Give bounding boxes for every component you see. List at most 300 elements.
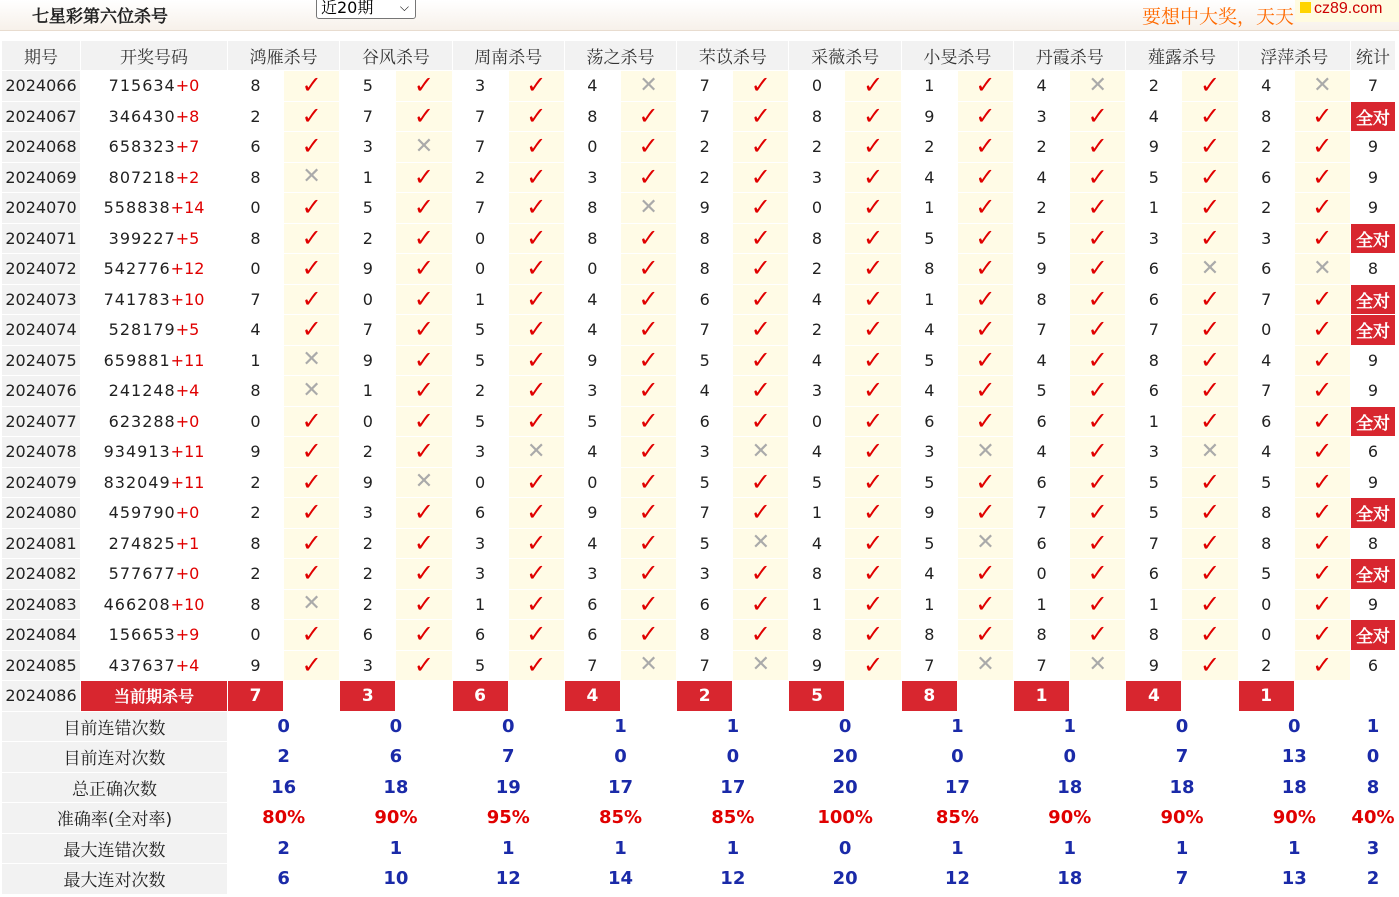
check-icon: ✓ bbox=[863, 71, 884, 100]
period-cell: 2024069 bbox=[2, 162, 81, 193]
summary-value: 1 bbox=[340, 833, 452, 864]
kill-number: 8 bbox=[901, 620, 957, 651]
summary-value: 10 bbox=[340, 864, 452, 895]
kill-number: 5 bbox=[1014, 223, 1070, 254]
check-icon: ✓ bbox=[1087, 132, 1108, 161]
summary-value: 16 bbox=[228, 772, 340, 803]
check-icon: ✓ bbox=[1087, 345, 1108, 374]
kill-result bbox=[845, 559, 901, 590]
check-icon: ✓ bbox=[1199, 101, 1221, 130]
check-icon: ✓ bbox=[750, 101, 771, 130]
kill-result bbox=[396, 315, 452, 346]
kill-number: 0 bbox=[564, 254, 620, 285]
check-icon: ✓ bbox=[638, 437, 659, 466]
top-bar bbox=[0, 0, 1399, 31]
kill-number: 9 bbox=[564, 498, 620, 529]
kill-result bbox=[733, 498, 789, 529]
table-row bbox=[2, 71, 1396, 102]
period-cell: 2024067 bbox=[2, 101, 81, 132]
kill-number: 7 bbox=[677, 71, 733, 102]
kill-number: 1 bbox=[901, 71, 957, 102]
kill-number: 6 bbox=[452, 620, 508, 651]
kill-number: 3 bbox=[677, 437, 733, 468]
kill-number: 6 bbox=[677, 589, 733, 620]
check-icon: ✓ bbox=[413, 254, 434, 283]
summary-value: 18 bbox=[1238, 772, 1350, 803]
kill-result bbox=[1070, 193, 1126, 224]
kill-result bbox=[845, 315, 901, 346]
check-icon: ✓ bbox=[638, 315, 659, 344]
kill-result bbox=[1182, 193, 1238, 224]
kill-number: 8 bbox=[1014, 620, 1070, 651]
column-header: 浮萍杀号 bbox=[1238, 41, 1350, 71]
kill-number: 0 bbox=[1238, 315, 1294, 346]
table-row bbox=[2, 101, 1396, 132]
kill-result bbox=[620, 650, 676, 681]
kill-number: 0 bbox=[452, 223, 508, 254]
summary-value: 8 bbox=[1350, 772, 1395, 803]
summary-label: 目前连对次数 bbox=[2, 742, 228, 773]
draw-result-cell bbox=[81, 376, 228, 407]
draw-digits: 274825 bbox=[108, 533, 176, 553]
kill-number: 7 bbox=[677, 498, 733, 529]
kill-result bbox=[1182, 284, 1238, 315]
kill-number: 9 bbox=[1126, 132, 1182, 163]
kill-result bbox=[508, 406, 564, 437]
draw-sum: +2 bbox=[175, 167, 200, 187]
period-cell: 2024072 bbox=[2, 254, 81, 285]
check-icon: ✓ bbox=[750, 467, 771, 496]
cross-icon: ✕ bbox=[302, 591, 321, 617]
check-icon: ✓ bbox=[975, 498, 996, 527]
check-icon: ✓ bbox=[863, 589, 884, 618]
summary-value: 0 bbox=[340, 711, 452, 742]
kill-result bbox=[845, 376, 901, 407]
check-icon: ✓ bbox=[413, 620, 434, 649]
kill-result bbox=[733, 254, 789, 285]
kill-result bbox=[845, 284, 901, 315]
kill-result bbox=[396, 437, 452, 468]
current-kill-number: 2 bbox=[677, 681, 733, 712]
period-cell: 2024077 bbox=[2, 406, 81, 437]
check-icon: ✓ bbox=[1312, 132, 1333, 161]
kill-result bbox=[845, 162, 901, 193]
kill-number: 3 bbox=[452, 528, 508, 559]
check-icon: ✓ bbox=[975, 132, 996, 161]
kill-result bbox=[845, 132, 901, 163]
check-icon: ✓ bbox=[975, 620, 996, 649]
kill-number: 6 bbox=[1238, 162, 1294, 193]
site-logo[interactable] bbox=[1295, 0, 1399, 22]
kill-result bbox=[396, 498, 452, 529]
kill-result bbox=[845, 620, 901, 651]
kill-result bbox=[508, 315, 564, 346]
kill-number: 3 bbox=[340, 132, 396, 163]
kill-result bbox=[733, 437, 789, 468]
check-icon: ✓ bbox=[863, 254, 884, 283]
check-icon: ✓ bbox=[1087, 223, 1108, 252]
kill-result bbox=[733, 589, 789, 620]
period-select-value: 近20期 bbox=[321, 0, 374, 17]
stat-cell: 9 bbox=[1350, 589, 1395, 620]
kill-number: 6 bbox=[1126, 254, 1182, 285]
check-icon: ✓ bbox=[413, 345, 434, 374]
check-icon: ✓ bbox=[1312, 284, 1333, 313]
kill-number: 2 bbox=[452, 162, 508, 193]
kill-number: 8 bbox=[1126, 620, 1182, 651]
period-cell: 2024078 bbox=[2, 437, 81, 468]
check-icon: ✓ bbox=[526, 650, 547, 679]
period-select[interactable] bbox=[316, 0, 416, 19]
kill-result bbox=[957, 132, 1013, 163]
kill-result bbox=[284, 101, 340, 132]
kill-result bbox=[620, 254, 676, 285]
draw-result-cell bbox=[81, 71, 228, 102]
summary-value: 6 bbox=[340, 742, 452, 773]
kill-result bbox=[845, 193, 901, 224]
draw-result-cell bbox=[81, 193, 228, 224]
current-kill-number: 6 bbox=[452, 681, 508, 712]
kill-result bbox=[957, 467, 1013, 498]
kill-result bbox=[396, 376, 452, 407]
summary-value: 1 bbox=[1238, 833, 1350, 864]
stat-cell: 9 bbox=[1350, 467, 1395, 498]
check-icon: ✓ bbox=[638, 498, 659, 527]
stat-cell: 全对 bbox=[1350, 620, 1395, 651]
check-icon: ✓ bbox=[526, 620, 547, 649]
kill-result bbox=[1070, 101, 1126, 132]
kill-result bbox=[1182, 101, 1238, 132]
check-icon: ✓ bbox=[1087, 437, 1108, 466]
kill-number: 9 bbox=[228, 650, 284, 681]
summary-value: 1 bbox=[1014, 711, 1126, 742]
kill-number: 4 bbox=[1014, 437, 1070, 468]
empty-cell bbox=[284, 681, 340, 712]
check-icon: ✓ bbox=[301, 650, 322, 679]
check-icon: ✓ bbox=[301, 467, 322, 496]
check-icon: ✓ bbox=[1312, 101, 1333, 130]
draw-digits: 623288 bbox=[108, 411, 176, 431]
kill-result bbox=[957, 223, 1013, 254]
check-icon: ✓ bbox=[750, 589, 771, 618]
draw-digits: 542776 bbox=[103, 259, 171, 279]
kill-number: 7 bbox=[677, 315, 733, 346]
kill-number: 4 bbox=[789, 437, 845, 468]
kill-result bbox=[1070, 223, 1126, 254]
kill-result bbox=[957, 437, 1013, 468]
kill-number: 4 bbox=[1238, 437, 1294, 468]
kill-number: 6 bbox=[1238, 406, 1294, 437]
table-row bbox=[2, 376, 1396, 407]
kill-number: 2 bbox=[228, 559, 284, 590]
kill-result bbox=[620, 132, 676, 163]
draw-digits: 346430 bbox=[108, 106, 176, 126]
cross-icon: ✕ bbox=[414, 469, 434, 495]
kill-result bbox=[284, 498, 340, 529]
kill-number: 3 bbox=[1014, 101, 1070, 132]
kill-number: 1 bbox=[340, 162, 396, 193]
kill-number: 4 bbox=[1238, 345, 1294, 376]
stat-cell: 7 bbox=[1350, 71, 1395, 102]
check-icon: ✓ bbox=[1199, 467, 1221, 496]
check-icon: ✓ bbox=[413, 498, 434, 527]
summary-value: 7 bbox=[1126, 864, 1238, 895]
kill-number: 0 bbox=[1014, 559, 1070, 590]
draw-digits: 241248 bbox=[108, 381, 176, 401]
check-icon: ✓ bbox=[750, 223, 771, 252]
kill-result bbox=[1182, 650, 1238, 681]
kill-number: 0 bbox=[228, 406, 284, 437]
kill-number: 5 bbox=[1126, 467, 1182, 498]
kill-result bbox=[284, 284, 340, 315]
check-icon: ✓ bbox=[975, 193, 996, 222]
kill-number: 4 bbox=[564, 437, 620, 468]
kill-result bbox=[620, 223, 676, 254]
cross-icon: ✕ bbox=[639, 652, 658, 678]
check-icon: ✓ bbox=[863, 193, 884, 222]
kill-number: 8 bbox=[1238, 498, 1294, 529]
current-kill-number: 7 bbox=[228, 681, 284, 712]
period-cell: 2024070 bbox=[2, 193, 81, 224]
table-row bbox=[2, 589, 1396, 620]
draw-result-cell bbox=[81, 223, 228, 254]
kill-result bbox=[1294, 254, 1350, 285]
summary-value: 0 bbox=[452, 711, 564, 742]
kill-result bbox=[1182, 559, 1238, 590]
cross-icon: ✕ bbox=[1200, 255, 1220, 281]
check-icon: ✓ bbox=[413, 528, 434, 557]
kill-number: 4 bbox=[677, 376, 733, 407]
table-row bbox=[2, 254, 1396, 285]
check-icon: ✓ bbox=[1087, 193, 1108, 222]
column-header: 谷风杀号 bbox=[340, 41, 452, 71]
draw-sum: +12 bbox=[170, 259, 205, 279]
cross-icon: ✕ bbox=[302, 347, 321, 373]
kill-result bbox=[284, 254, 340, 285]
check-icon: ✓ bbox=[975, 406, 996, 435]
current-kill-number: 5 bbox=[789, 681, 845, 712]
kill-number: 6 bbox=[1126, 376, 1182, 407]
kill-result bbox=[1070, 71, 1126, 102]
kill-number: 3 bbox=[452, 559, 508, 590]
check-icon: ✓ bbox=[526, 467, 547, 496]
draw-sum: +8 bbox=[175, 106, 200, 126]
check-icon: ✓ bbox=[1199, 528, 1221, 557]
kill-result bbox=[1070, 315, 1126, 346]
kill-number: 0 bbox=[340, 284, 396, 315]
summary-value: 80% bbox=[228, 803, 340, 834]
kill-result bbox=[733, 376, 789, 407]
kill-result bbox=[733, 528, 789, 559]
kill-result bbox=[1294, 71, 1350, 102]
kill-number: 8 bbox=[1238, 528, 1294, 559]
summary-label: 准确率(全对率) bbox=[2, 803, 228, 834]
check-icon: ✓ bbox=[750, 71, 771, 100]
check-icon: ✓ bbox=[638, 101, 659, 130]
kill-number: 1 bbox=[789, 589, 845, 620]
kill-result bbox=[1070, 254, 1126, 285]
kill-result bbox=[620, 162, 676, 193]
kill-result bbox=[845, 406, 901, 437]
period-cell: 2024085 bbox=[2, 650, 81, 681]
kill-number: 2 bbox=[340, 559, 396, 590]
check-icon: ✓ bbox=[413, 71, 434, 100]
empty-cell bbox=[620, 681, 676, 712]
summary-value: 0 bbox=[789, 711, 901, 742]
check-icon: ✓ bbox=[301, 620, 322, 649]
check-icon: ✓ bbox=[1199, 223, 1221, 252]
check-icon: ✓ bbox=[638, 589, 659, 618]
kill-number: 5 bbox=[677, 528, 733, 559]
kill-number: 7 bbox=[452, 101, 508, 132]
summary-value: 85% bbox=[901, 803, 1013, 834]
kill-result bbox=[620, 284, 676, 315]
summary-value: 17 bbox=[677, 772, 789, 803]
draw-digits: 459790 bbox=[108, 503, 176, 523]
column-header: 采薇杀号 bbox=[789, 41, 901, 71]
kill-result bbox=[284, 223, 340, 254]
cross-icon: ✕ bbox=[527, 438, 546, 464]
summary-value: 0 bbox=[228, 711, 340, 742]
summary-value: 90% bbox=[1014, 803, 1126, 834]
kill-number: 6 bbox=[1238, 254, 1294, 285]
stat-cell: 9 bbox=[1350, 193, 1395, 224]
draw-digits: 156653 bbox=[108, 625, 176, 645]
kill-number: 8 bbox=[1014, 284, 1070, 315]
draw-sum: +0 bbox=[175, 503, 200, 523]
kill-result bbox=[957, 101, 1013, 132]
kill-result bbox=[396, 559, 452, 590]
kill-number: 1 bbox=[452, 589, 508, 620]
summary-value: 1 bbox=[1014, 833, 1126, 864]
check-icon: ✓ bbox=[975, 162, 996, 191]
check-icon: ✓ bbox=[1312, 589, 1333, 618]
kill-result bbox=[508, 162, 564, 193]
kill-result bbox=[957, 528, 1013, 559]
stat-cell: 9 bbox=[1350, 345, 1395, 376]
check-icon: ✓ bbox=[526, 254, 547, 283]
kill-number: 8 bbox=[789, 223, 845, 254]
kill-number: 3 bbox=[340, 650, 396, 681]
kill-result bbox=[733, 650, 789, 681]
kill-result bbox=[1294, 193, 1350, 224]
kill-result bbox=[1070, 345, 1126, 376]
kill-result bbox=[508, 467, 564, 498]
check-icon: ✓ bbox=[1199, 315, 1221, 344]
kill-result bbox=[957, 254, 1013, 285]
check-icon: ✓ bbox=[1312, 162, 1333, 191]
kill-result bbox=[396, 406, 452, 437]
logo-square-icon bbox=[1300, 2, 1311, 13]
check-icon: ✓ bbox=[526, 528, 547, 557]
column-header: 期号 bbox=[2, 41, 81, 71]
period-cell: 2024066 bbox=[2, 71, 81, 102]
draw-result-cell bbox=[81, 528, 228, 559]
kill-result bbox=[396, 467, 452, 498]
summary-value: 3 bbox=[1350, 833, 1395, 864]
check-icon: ✓ bbox=[1087, 559, 1108, 588]
check-icon: ✓ bbox=[750, 254, 771, 283]
kill-result bbox=[620, 498, 676, 529]
draw-result-cell bbox=[81, 589, 228, 620]
check-icon: ✓ bbox=[863, 406, 884, 435]
kill-result bbox=[733, 406, 789, 437]
kill-number: 9 bbox=[1126, 650, 1182, 681]
kill-result bbox=[957, 559, 1013, 590]
check-icon: ✓ bbox=[1199, 132, 1221, 161]
stat-cell: 全对 bbox=[1350, 284, 1395, 315]
check-icon: ✓ bbox=[301, 437, 322, 466]
check-icon: ✓ bbox=[975, 315, 996, 344]
kill-result bbox=[284, 620, 340, 651]
check-icon: ✓ bbox=[1199, 650, 1221, 679]
current-kill-number: 4 bbox=[1126, 681, 1182, 712]
kill-number: 1 bbox=[1014, 589, 1070, 620]
kill-result bbox=[733, 71, 789, 102]
period-cell: 2024068 bbox=[2, 132, 81, 163]
column-header: 统计 bbox=[1350, 41, 1395, 71]
kill-result bbox=[1182, 589, 1238, 620]
cross-icon: ✕ bbox=[976, 438, 995, 464]
summary-value: 6 bbox=[228, 864, 340, 895]
kill-number: 6 bbox=[452, 498, 508, 529]
current-period-row bbox=[2, 681, 1396, 712]
kill-number: 2 bbox=[1238, 132, 1294, 163]
stat-cell: 全对 bbox=[1350, 223, 1395, 254]
kill-number: 8 bbox=[564, 223, 620, 254]
summary-value: 1 bbox=[677, 833, 789, 864]
stat-cell: 全对 bbox=[1350, 406, 1395, 437]
kill-result bbox=[620, 559, 676, 590]
kill-number: 4 bbox=[901, 559, 957, 590]
check-icon: ✓ bbox=[975, 589, 996, 618]
kill-number: 6 bbox=[901, 406, 957, 437]
kill-result bbox=[957, 162, 1013, 193]
kill-result bbox=[396, 223, 452, 254]
check-icon: ✓ bbox=[1087, 498, 1108, 527]
check-icon: ✓ bbox=[526, 345, 547, 374]
kill-number: 6 bbox=[564, 589, 620, 620]
kill-number: 7 bbox=[452, 193, 508, 224]
kill-result bbox=[284, 589, 340, 620]
table-row bbox=[2, 193, 1396, 224]
kill-number: 2 bbox=[677, 132, 733, 163]
kill-result bbox=[1070, 528, 1126, 559]
cross-icon: ✕ bbox=[302, 164, 321, 190]
kill-number: 3 bbox=[564, 162, 620, 193]
kill-number: 5 bbox=[1014, 376, 1070, 407]
kill-number: 1 bbox=[901, 284, 957, 315]
kill-result bbox=[620, 437, 676, 468]
kill-number: 8 bbox=[564, 193, 620, 224]
kill-result bbox=[1294, 376, 1350, 407]
kill-result bbox=[508, 498, 564, 529]
summary-row bbox=[2, 742, 1396, 773]
kill-result bbox=[1182, 71, 1238, 102]
check-icon: ✓ bbox=[750, 498, 771, 527]
kill-result bbox=[508, 437, 564, 468]
logo-text: cz89.com bbox=[1314, 0, 1383, 17]
kill-result bbox=[845, 223, 901, 254]
kill-number: 0 bbox=[789, 71, 845, 102]
check-icon: ✓ bbox=[975, 254, 996, 283]
cross-icon: ✕ bbox=[1313, 72, 1332, 98]
kill-number: 3 bbox=[1126, 223, 1182, 254]
empty-cell bbox=[508, 681, 564, 712]
kill-number: 9 bbox=[789, 650, 845, 681]
period-cell: 2024084 bbox=[2, 620, 81, 651]
kill-number: 7 bbox=[1014, 498, 1070, 529]
